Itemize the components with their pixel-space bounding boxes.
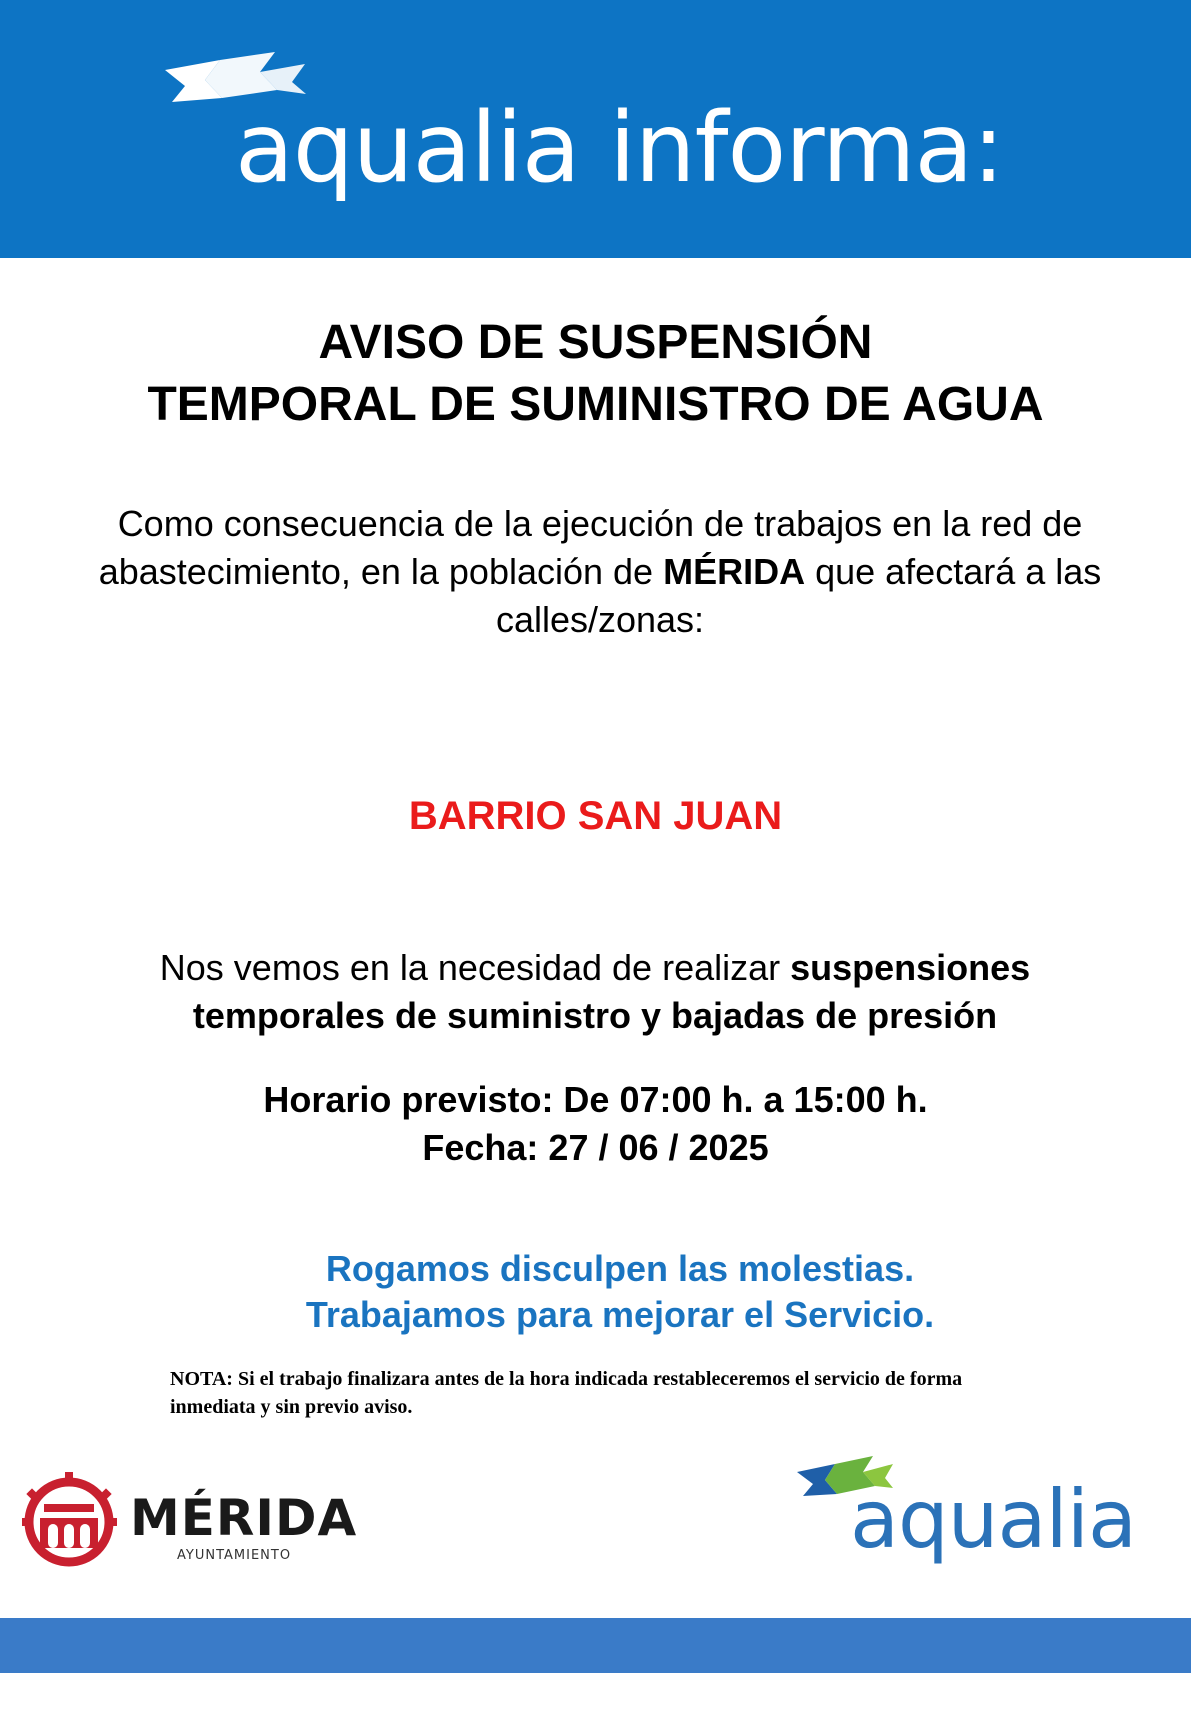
need-text: Nos vemos en la necesidad de realizar bbox=[159, 947, 791, 988]
merida-subtitle: AYUNTAMIENTO bbox=[177, 1548, 292, 1563]
merida-name: MÉRIDA bbox=[130, 1489, 358, 1547]
notice-title-line1: AVISO DE SUSPENSIÓN bbox=[318, 316, 873, 369]
notice-title-line2: TEMPORAL DE SUMINISTRO DE AGUA bbox=[147, 378, 1044, 431]
affected-zone: BARRIO SAN JUAN bbox=[408, 794, 783, 838]
intro-text-after-city: que afectará a las calles/zonas: bbox=[495, 551, 1102, 640]
merida-logo bbox=[22, 1472, 362, 1572]
intro-paragraph bbox=[80, 500, 1120, 644]
need-paragraph bbox=[60, 944, 1130, 1040]
intro-text-before-city: Como consecuencia de la ejecución de trabajos en la red de abastecimiento, en la población de bbox=[98, 503, 1083, 592]
schedule-hours: Horario previsto: De 07:00 h. a 15:00 h. bbox=[263, 1079, 928, 1120]
header-title: aqualia informa: bbox=[235, 92, 1004, 204]
apology-line2: Trabajamos para mejorar el Servicio. bbox=[305, 1294, 935, 1335]
city-name: MÉRIDA bbox=[663, 551, 806, 592]
aqualia-wordmark: aqualia bbox=[850, 1473, 1137, 1566]
need-bold-text: suspensiones temporales de suministro y bajadas de presión bbox=[192, 947, 1031, 1036]
notice-title bbox=[0, 312, 1191, 436]
schedule-block bbox=[0, 1076, 1191, 1172]
note-text: NOTA: Si el trabajo finalizara antes de la hora indicada restableceremos el servicio de forma inmediata y sin previo aviso. bbox=[170, 1368, 963, 1418]
header-banner bbox=[0, 0, 1191, 258]
aqualia-logo bbox=[795, 1448, 1137, 1578]
schedule-date: Fecha: 27 / 06 / 2025 bbox=[422, 1127, 769, 1168]
footer-bar bbox=[0, 1618, 1191, 1673]
apology-line1: Rogamos disculpen las molestias. bbox=[325, 1248, 915, 1289]
apology-block bbox=[0, 1246, 1191, 1338]
merida-seal-icon bbox=[22, 1472, 117, 1572]
